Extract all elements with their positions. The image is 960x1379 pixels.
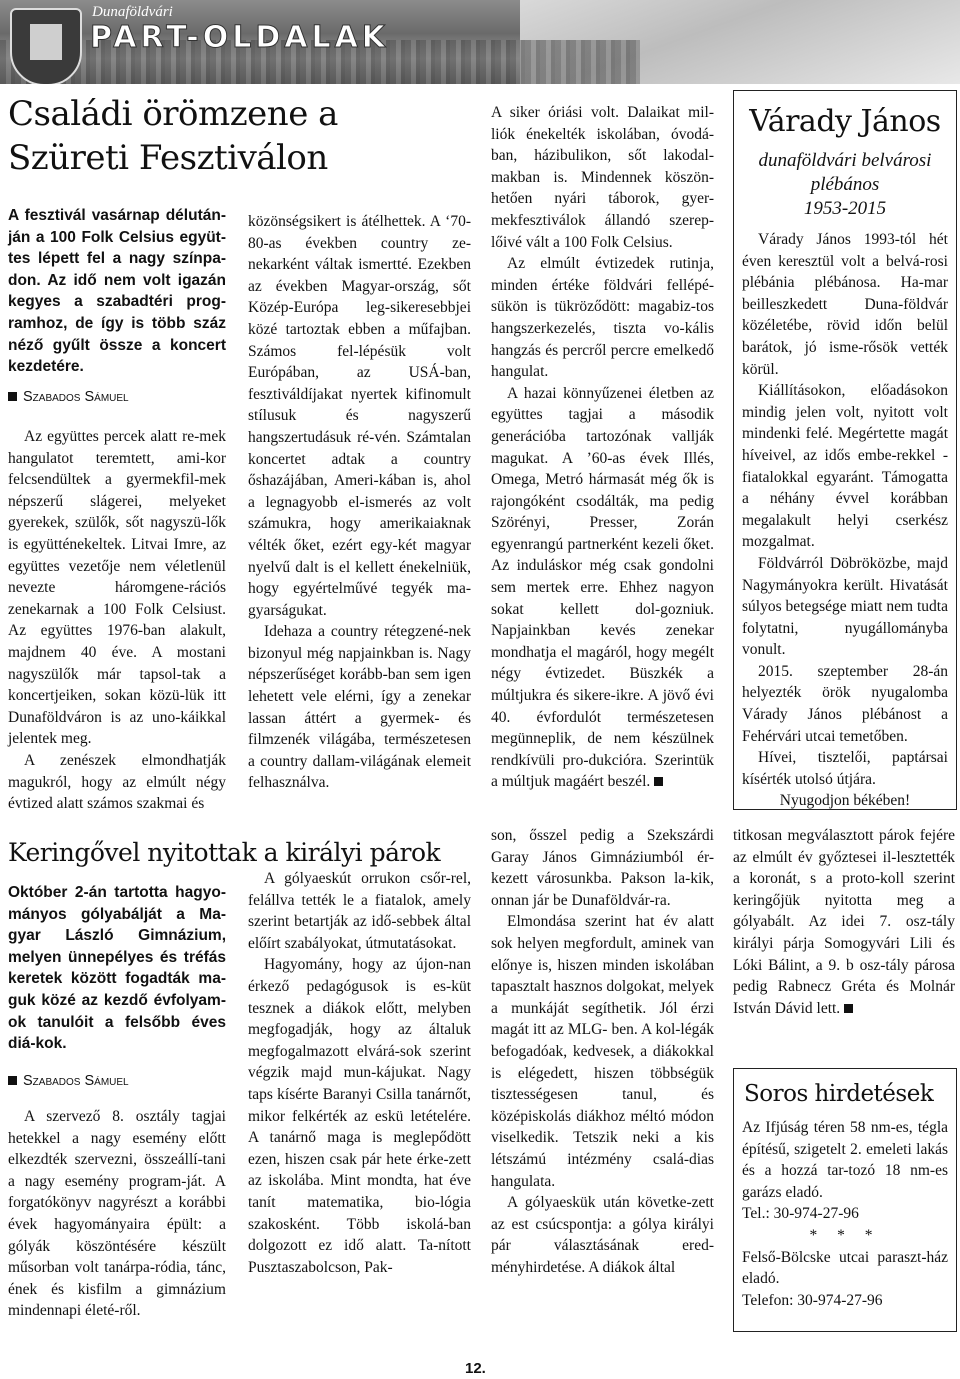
classified-ad-1: Az Ifjúság téren 58 nm-es, tégla építésű, szigetelt 2. emeleti lakás és a hozzá tar-tozó 18 nm-es garázs eladó. [742, 1119, 948, 1201]
obituary-name: Várady János [749, 104, 941, 139]
end-mark-icon [654, 777, 663, 786]
obituary-subtitle: dunaföldvári belvárosi plébános 1953-2015 [734, 149, 956, 221]
article2-column-3: son, ősszel pedig a Szekszárdi Garay János Gimnáziumból ér-kezett városunkba. Pakson la-kik, onnan jár be Dunaföldvár-ra. Elmondása szerint hat év alatt sok helyen megfordult, aminek van előnye is, hiszen minden iskolában tapasztalt hasznos dolgokat, melyek a munkáját segíthetik. Jól érzi magát itt az MLG- ben. A kol-légák befogadóak, kedvesek, a diákokkal is elégedett, hiszen többségük tisztességesen tanul, és középiskolás diákhoz méltó módon viselkedik. Tetszik neki a kis létszámú intézmény csalá-dias hangulata. A gólyaeskük után követke-zett az est csúcspontja: a gólya királyi pár választásának ered-ményhirdetése. A diákok által [491, 827, 714, 1276]
article2-author: Szabados Sámuel [8, 1071, 226, 1093]
article1-lead: A fesztivál vasárnap délután-ján a 100 Folk Celsius együt-tes lépett fel a nagy színpa-don. Az idő nem volt igazán kegyes a szabadtéri prog-ramhoz, de így is több száz néző gyűlt össze a koncert kezdetére. [8, 207, 226, 376]
obituary-box [733, 90, 957, 810]
coat-of-arms-icon [10, 8, 82, 84]
classifieds-box [733, 1068, 957, 1332]
article1-column-3: A siker óriási volt. Dalaikat mil-liók énekelték iskolában, óvodá-ban, házibulikon, sőt lakodal-makban is. Mindennek köszön-hetően nyári táborok, gyer-mekfesztiválok állandó szerep-lőivé vált a 100 Folk Celsius. Az elmúlt évtizedek rutinja, minden értéke földvári fellépé-sükön is tükröződött: magabiz-tos hangszerkezelés, tiszta vo-kális hangzás és percről percre emelkedő hangulat. A hazai könnyűzenei életben az együttes tagjai a második generációba tartozónak vallják magukat. A ’60-as évek Illés, Omega, Metró hármasát még ők is rajongóként csodálták, ma pedig Szörényi, Presser, Zorán egyenrangú partnerként kezeli őket. Az induláskor még csak gondolni sem mertek erre. Ehhez nagyon sokat kellett dol-gozniuk. Napjainkban kevés zenekar mondhatja el magáról, hogy megélt négy évtizedet. Büszkék a múltjukra és sikere-ikre. A jövő évi 40. évfordulót természetesen megünneplik, de nem készülnek rendkívüli pro-dukcióra. Szerintük a múltjuk magáért beszél. [491, 104, 714, 791]
bullet-square-icon [8, 392, 17, 401]
classifieds-text [742, 1117, 948, 1311]
classified-ad-1-phone: Tel.: 30-974-27-96 [742, 1205, 859, 1223]
page-number: 12. [465, 1360, 486, 1377]
article1-column-2: közönségsikert is átélhettek. A ‘70- 80-as években country ze-nekarként váltak ismertté. Ezekben az években Magyar-ország, sőt Közép-Európa leg-sikeresebbjei közé tartoztak ebben a műfajban. Számos fel-lépésük volt Európában, az USÁ-ban, fesztiváldíjakat nyertek kifinomult stílusuk és nagyszerű hangszertudásuk ré-vén. Számtalan koncertet adtak a country őshazájában, Ameri-kában is, ahol a legnagyobb el-ismerés az volt számukra, hogy amerikaiaknak vélték őket, ezért egy-két magyar nyelvű dalt is el kellett énekelniük, hogy egyértelművé tegyék ma-gyarságukat. Idehaza a country rétegzené-nek bizonyul még napjainkban is. Nagy népszerűséget korább-ban sem igen lehetett vele elérni, így a zenekar lassan áttért a gyermek- és filmzenék világába, természetesen a country dallam-világának elemeit felhasználva. [248, 213, 471, 792]
article2-column-1: A szervező 8. osztály tagjai hetekkel a nagy esemény előtt elkezdték szervezni, összeállí-tani a nagy esemény program-ját. A forgatókönyv nagyrészt a korábbi évek hagyományaira épült: a gólyák köszöntésére készült műsorban volt tanárpa-ródia, tánc, ének és kisfilm a gimnázium mindennapi életé-ről. [8, 1108, 226, 1320]
obituary-closing: Nyugodjon békében! [779, 792, 911, 810]
article2-column-4: titkosan megválasztott párok fejére az elmúlt év győztesei il-lesztették a koronát, s a proto-koll szerint keringőjük nyitotta meg a gólyabált. Az idei 7. osz-tály királyi párja Somogyvári Lili és Lóki Bálint, a 9. b osz-tály párosa pedig Rabnecz Gréta és Molnár István Dávid lett. [733, 827, 955, 1017]
article1-author: Szabados Sámuel [8, 387, 226, 409]
article2-column-2: A gólyaeskút orrukon csőr-rel, felállva tették le a fiatalok, amely szerint betartják az idő-sebbek által előírt szabályokat, útmutatásokat. Hagyomány, hogy az újon-nan érkező pedagógusok is es-küt tesznek a diákok előtt, melyben megfogadják, hogy az általuk megfogalmazott elvárá-sok szerint végzik majd mun-kájukat. Nagy taps kísérte Baranyi Csilla tanárnőt, mikor felkérték az eskü letételére. A tanárnő maga is meglepődött ezen, hiszen csak pár hete érke-zett az iskolába. Mint mondta, hat éve tanít matematika, bio-lógia szakosként. Több iskolá-ban dolgozott ez idő alatt. Ta-nított Pusztaszabolcson, Pak- [248, 870, 471, 1276]
banner-title: PART-OLDALAK [90, 20, 390, 55]
classified-separator: * * * [809, 1226, 881, 1244]
obituary-years: 1953-2015 [803, 198, 887, 219]
masthead-banner [0, 0, 960, 84]
article1-title: Családi örömzene a Szüreti Fesztiválon [8, 94, 338, 178]
end-mark-icon [844, 1004, 853, 1013]
classifieds-title: Soros hirdetések [744, 1081, 934, 1107]
article2-lead: Október 2-án tartotta hagyo-mányos gólyabálját a Ma-gyar László Gimnázium, melyen ünnepélyes és tréfás keretek között fogadták ma-guk közé az kezdő évfolyam-ok tanulóit a felsőbb éves diá-kok. [8, 884, 226, 1053]
classified-ad-2-phone: Telefon: 30-974-27-96 [742, 1291, 883, 1309]
bullet-square-icon [8, 1076, 17, 1085]
article1-column-1: Az együttes percek alatt re-mek hangulatot teremtett, ami-kor felcsendültek a gyermekfil-mek népszerű slágerei, melyeket gyerekek, szülők, sőt nagyszü-lők is együtténekeltek. Litvai Imre, az együttes vezetője nem véletlenül nevezte háromgene-rációs zenekarnak a 100 Folk Celsiust. Az együttes 1976-ban alakult, majdnem 40 éve. A mostani nagyszülők már tapsol-tak a koncertjeiken, sokan közü-lük itt Dunaföldváron is az uno-káikkal jelentek meg. A zenészek elmondhatják magukról, hogy az elmúlt négy évtized alatt számos szakmai és [8, 428, 226, 813]
banner-town-name: Dunaföldvári [92, 4, 173, 20]
classified-ad-2: Felső-Bölcske utcai paraszt-ház eladó. [742, 1248, 948, 1288]
obituary-text: Várady János 1993-tól hét éven keresztül volt a belvá-rosi plébánia plébánosa. Ha-mar beilleszkedett Duna-földvár közéletébe, rövid időn belül barátok, jó isme-rősök vették körül. Kiállításokon, előadásokon mindig jelen volt, nyitott volt mindenki felé. Megértette magát híveivel, az idős embe-rekkel - fiatalokkal egyaránt. Támogatta a néhány évvel korábban megalakult helyi cserkész mozgalmat. Földvárról Döbröközbe, majd Nagymányokra került. Hivatását súlyos betegsége miatt nem tudta folytatni, nyugállományba vonult. 2015. szeptember 28-án helyezték örök nyugalomba Várady János plébánost a Fehérvári utcai temetőben. Hívei, tisztelői, paptársai kísérték utolsó útjára. Nyugodjon békében! [742, 229, 948, 812]
article2-title: Keringővel nyitottak a királyi párok [8, 838, 441, 867]
